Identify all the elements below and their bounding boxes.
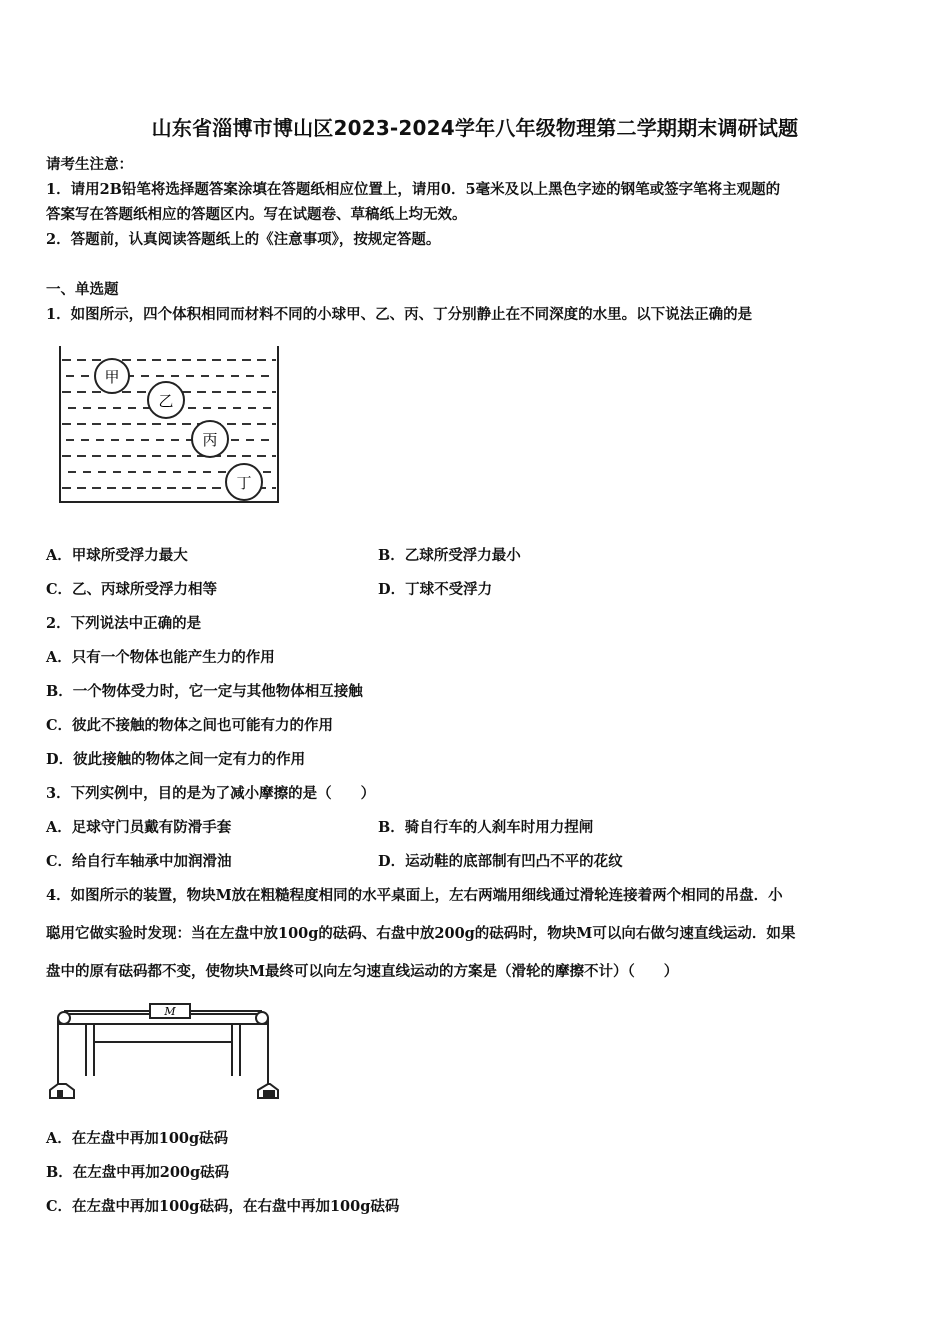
weight-left [58, 1091, 62, 1097]
ball-jia-label: 甲 [104, 368, 120, 386]
notice-item-2: 2．答题前，认真阅读答题纸上的《注意事项》，按规定答题。 [46, 231, 441, 248]
ball-bing-label: 丙 [202, 431, 218, 449]
question-1-stem: 1．如图所示，四个体积相同而材料不同的小球甲、乙、丙、丁分别静止在不同深度的水里。以下说法正确的是 [46, 306, 753, 323]
question-4-stem-line-3: 盘中的原有砝码都不变，使物块M最终可以向左匀速直线运动的方案是（滑轮的摩擦不计）（ ） [46, 963, 679, 980]
question-3-option-a: A．足球守门员戴有防滑手套 [46, 819, 232, 836]
question-4-option-a: A．在左盘中再加100g砝码 [46, 1130, 229, 1147]
question-3-option-d: D．运动鞋的底部制有凹凸不平的花纹 [378, 853, 623, 870]
pulley-table-figure [46, 1000, 282, 1102]
ball-ding [226, 464, 262, 500]
notice-item-1-line-2: 答案写在答题纸相应的答题区内。写在试题卷、草稿纸上均无效。 [46, 206, 467, 223]
question-2-stem: 2．下列说法中正确的是 [46, 615, 202, 632]
question-2-option-a: A．只有一个物体也能产生力的作用 [46, 649, 275, 666]
ball-yi-label: 乙 [158, 392, 174, 410]
ball-jia [95, 359, 129, 393]
notice-item-1-line-1: 1．请用2B铅笔将选择题答案涂填在答题纸相应位置上，请用0．5毫米及以上黑色字迹的钢笔或签字笔将主观题的 [46, 181, 781, 198]
question-3-option-b: B．骑自行车的人刹车时用力捏闸 [378, 819, 594, 836]
block-m-label: M [164, 1005, 176, 1018]
page-title: 山东省淄博市博山区2023-2024学年八年级物理第二学期期末调研试题 [151, 116, 799, 140]
ball-bing [192, 421, 228, 457]
question-1-option-c: C．乙、丙球所受浮力相等 [46, 581, 218, 598]
question-4-stem-line-2: 聪用它做实验时发现：当在左盘中放100g的砝码、右盘中放200g的砝码时，物块M可以向右做匀速直线运动．如果 [46, 925, 796, 942]
weight-right-2 [270, 1091, 274, 1097]
question-4-option-b: B．在左盘中再加200g砝码 [46, 1164, 230, 1181]
weight-right-1 [264, 1091, 268, 1097]
section-heading: 一、单选题 [46, 281, 119, 298]
question-2-option-c: C．彼此不接触的物体之间也可能有力的作用 [46, 717, 334, 734]
question-1-option-b: B．乙球所受浮力最小 [378, 547, 521, 564]
water-tank-figure [56, 342, 284, 508]
question-3-option-c: C．给自行车轴承中加润滑油 [46, 853, 232, 870]
ball-yi [148, 382, 184, 418]
notice-heading: 请考生注意： [46, 156, 133, 173]
ball-ding-label: 丁 [236, 474, 252, 492]
question-2-option-b: B．一个物体受力时，它一定与其他物体相互接触 [46, 683, 363, 700]
question-1-option-d: D．丁球不受浮力 [378, 581, 493, 598]
question-3-stem: 3．下列实例中，目的是为了减小摩擦的是（ ） [46, 785, 376, 802]
pulley-right [256, 1012, 268, 1024]
question-4-stem-line-1: 4．如图所示的装置，物块M放在粗糙程度相同的水平桌面上，左右两端用细线通过滑轮连接着两个相同的吊盘．小 [46, 887, 783, 904]
pulley-left [58, 1012, 70, 1024]
question-1-option-a: A．甲球所受浮力最大 [46, 547, 188, 564]
question-4-option-c: C．在左盘中再加100g砝码，在右盘中再加100g砝码 [46, 1198, 400, 1215]
question-2-option-d: D．彼此接触的物体之间一定有力的作用 [46, 751, 306, 768]
